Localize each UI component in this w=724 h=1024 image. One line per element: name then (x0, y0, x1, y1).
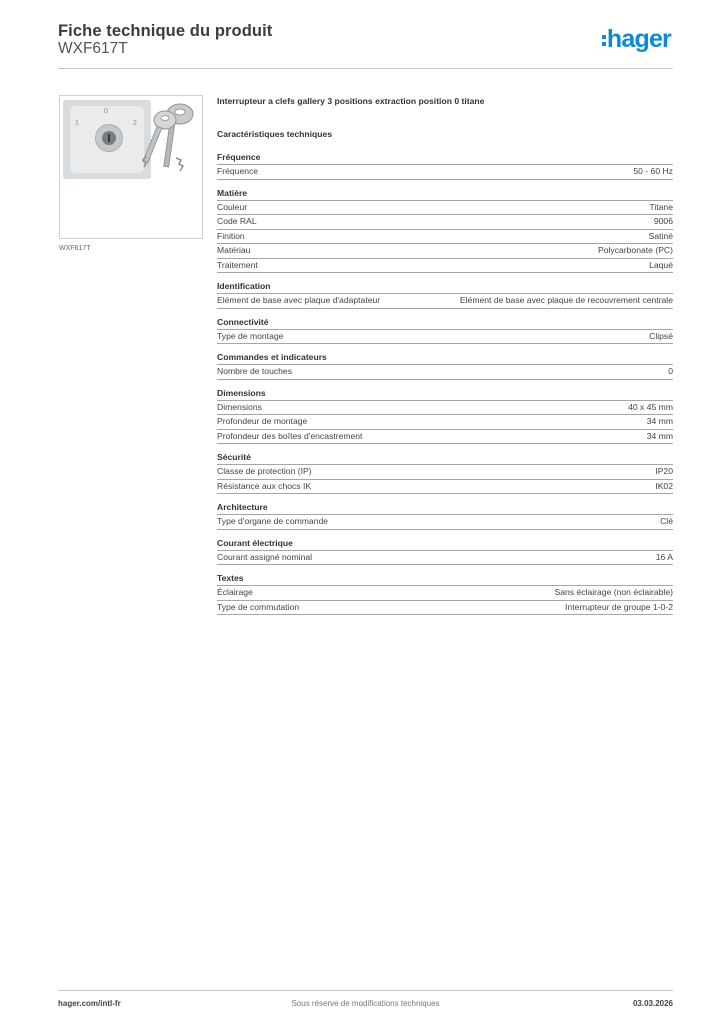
spec-label: Elément de base avec plaque d'adaptateur (217, 295, 381, 305)
product-image (59, 95, 203, 239)
spec-label: Profondeur de montage (217, 416, 308, 426)
document-title: Fiche technique du produit (58, 22, 273, 40)
spec-value: Interrupteur de groupe 1-0-2 (565, 601, 673, 612)
spec-row (217, 415, 673, 430)
spec-row (217, 480, 673, 495)
section-title: Connectivité (217, 316, 673, 330)
spec-value: Polycarbonate (PC) (598, 245, 673, 255)
spec-row (217, 430, 673, 445)
spec-value: Titane (649, 201, 673, 212)
section-title: Commandes et indicateurs (217, 351, 673, 365)
spec-row (217, 230, 673, 245)
spec-row (217, 330, 673, 345)
spec-section (217, 187, 673, 274)
section-title: Textes (217, 572, 673, 586)
keyhole-icon (95, 124, 123, 152)
spec-value: 34 mm (646, 430, 673, 441)
spec-row (217, 465, 673, 480)
spec-value: 16 A (655, 551, 673, 562)
product-content (217, 96, 673, 622)
spec-row (217, 515, 673, 530)
spec-row (217, 586, 673, 601)
switch-plate (63, 100, 151, 179)
spec-section (217, 316, 673, 345)
section-title: Sécurité (217, 451, 673, 465)
spec-value: IP20 (655, 466, 673, 476)
spec-section (217, 537, 673, 566)
section-title: Identification (217, 280, 673, 294)
spec-row (217, 259, 673, 274)
spec-value: Clé (660, 516, 673, 526)
page-footer (58, 990, 673, 1021)
footer-website: hager.com/intl-fr (58, 999, 121, 1008)
section-title: Matière (217, 187, 673, 201)
spec-value: Clipsé (649, 330, 673, 341)
logo-colon-icon (602, 35, 606, 49)
spec-section (217, 351, 673, 380)
spec-row (217, 294, 673, 309)
spec-label: Finition (217, 230, 245, 241)
section-title: Courant électrique (217, 537, 673, 551)
spec-value: IK02 (655, 480, 673, 491)
section-title: Dimensions (217, 387, 673, 401)
spec-label: Dimensions (217, 401, 262, 412)
spec-label: Résistance aux chocs IK (217, 480, 312, 491)
spec-label: Fréquence (217, 166, 259, 176)
spec-row (217, 244, 673, 259)
position-label-2: 2 (133, 120, 137, 127)
hager-logo (602, 26, 671, 52)
spec-value: 9006 (653, 216, 673, 226)
section-title: Fréquence (217, 151, 673, 165)
spec-label: Type de montage (217, 330, 284, 341)
spec-section (217, 451, 673, 494)
product-description: Interrupteur a clefs gallery 3 positions extraction position 0 titane (217, 96, 485, 106)
spec-label: Éclairage (217, 587, 253, 597)
product-reference: WXF617T (58, 40, 128, 57)
spec-label: Type d'organe de commande (217, 516, 329, 526)
spec-section (217, 151, 673, 180)
spec-section (217, 280, 673, 309)
position-label-0: 0 (104, 108, 108, 115)
spec-label: Traitement (217, 259, 258, 270)
spec-label: Code RAL (217, 216, 257, 226)
spec-row (217, 551, 673, 566)
spec-value: Sans éclairage (non éclairable) (554, 587, 673, 597)
position-label-1: 1 (75, 120, 79, 127)
spec-value: Laqué (649, 259, 673, 270)
spec-sections (217, 151, 673, 615)
spec-label: Profondeur des boîtes d'encastrement (217, 430, 363, 441)
footer-date: 03.03.2026 (632, 999, 673, 1008)
spec-value: 34 mm (646, 416, 673, 426)
spec-label: Nombre de touches (217, 366, 292, 376)
spec-row (217, 165, 673, 180)
footer-disclaimer: Sous réserve de modifications techniques (291, 999, 440, 1008)
spec-label: Couleur (217, 201, 248, 212)
spec-row (217, 215, 673, 230)
spec-value: 50 - 60 Hz (633, 166, 673, 176)
spec-section (217, 501, 673, 530)
spec-row (217, 201, 673, 216)
spec-value: Satiné (648, 230, 673, 241)
spec-row (217, 601, 673, 616)
spec-label: Courant assigné nominal (217, 551, 313, 562)
keys-icon (140, 98, 200, 178)
spec-label: Classe de protection (IP) (217, 466, 312, 476)
logo-text: hager (606, 25, 671, 53)
spec-value: 0 (668, 366, 673, 376)
image-caption: WXF617T (59, 245, 91, 252)
spec-section (217, 572, 673, 615)
specs-heading: Caractéristiques techniques (217, 129, 333, 139)
section-title: Architecture (217, 501, 673, 515)
spec-label: Matériau (217, 245, 251, 255)
spec-row (217, 365, 673, 380)
spec-value: Elément de base avec plaque de recouvrement centrale (459, 295, 673, 305)
spec-row (217, 401, 673, 416)
spec-label: Type de commutation (217, 601, 300, 612)
page-header (58, 22, 673, 69)
spec-value: 40 x 45 mm (628, 401, 673, 412)
spec-section (217, 387, 673, 445)
